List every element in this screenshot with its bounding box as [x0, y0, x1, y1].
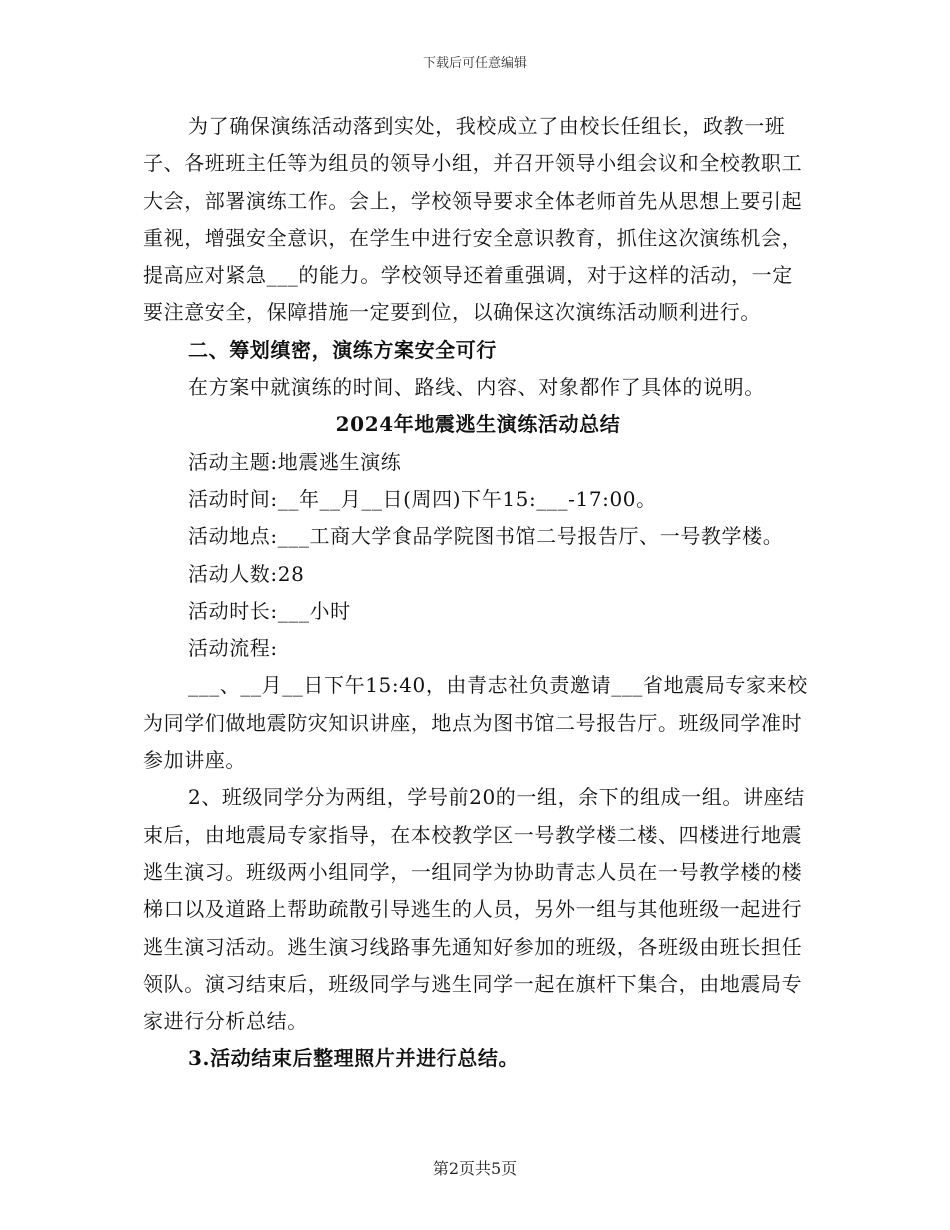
paragraph-leadership: 为了确保演练活动落到实处，我校成立了由校长任组长，政教一班子、各班班主任等为组员的领导小组，并召开领导小组会议和全校教职工大会，部署演练工作。会上，学校领导要求全体老师首先从思想上要引起重视，增强安全意识，在学生中进行安全意识教育，抓住这次演练机会，提高应对紧急___的能力。学校领导还着重强调，对于这样的活动，一定要注意安全，保障措施一定要到位，以确保这次演练活动顺利进行。	[143, 114, 803, 325]
activity-count: 活动人数:28	[188, 561, 305, 586]
flow-step-3: 3.活动结束后整理照片并进行总结。	[188, 1046, 520, 1071]
flow-step-1: ___、__月__日下午15:40，由青志社负责邀请___省地震局专家来校为同学们做地震防灾知识讲座，地点为图书馆二号报告厅。班级同学准时参加讲座。	[143, 673, 808, 773]
document-title: 2024年地震逃生演练活动总结	[335, 412, 621, 437]
flow-step-2: 2、班级同学分为两组，学号前20的一组，余下的组成一组。讲座结束后，由地震局专家指导，在本校教学区一号教学楼二楼、四楼进行地震逃生演习。班级两小组同学，一组同学为协助青志人员在一号教学楼的楼梯口以及道路上帮助疏散引导逃生的人员，另外一组与其他班级一起进行逃生演习活动。逃生演习线路事先通知好参加的班级，各班级由班长担任领队。演习结束后，班级同学与逃生同学一起在旗杆下集合，由地震局专家进行分析总结。	[143, 785, 805, 1034]
page-header: 下载后可任意编辑	[422, 56, 527, 71]
activity-duration: 活动时长:___小时	[188, 598, 351, 623]
activity-flow-label: 活动流程:	[188, 636, 278, 661]
activity-time: 活动时间:__年__月__日(周四)下午15:___-17:00。	[188, 486, 657, 511]
activity-place: 活动地点:___工商大学食品学院图书馆二号报告厅、一号教学楼。	[188, 524, 784, 549]
section-heading-2: 二、筹划缜密，演练方案安全可行	[188, 337, 497, 362]
paragraph-plan: 在方案中就演练的时间、路线、内容、对象都作了具体的说明。	[188, 375, 765, 400]
page-footer: 第2页共5页	[432, 1159, 518, 1178]
document-body	[143, 108, 813, 1078]
activity-theme: 活动主题:地震逃生演练	[188, 449, 402, 474]
